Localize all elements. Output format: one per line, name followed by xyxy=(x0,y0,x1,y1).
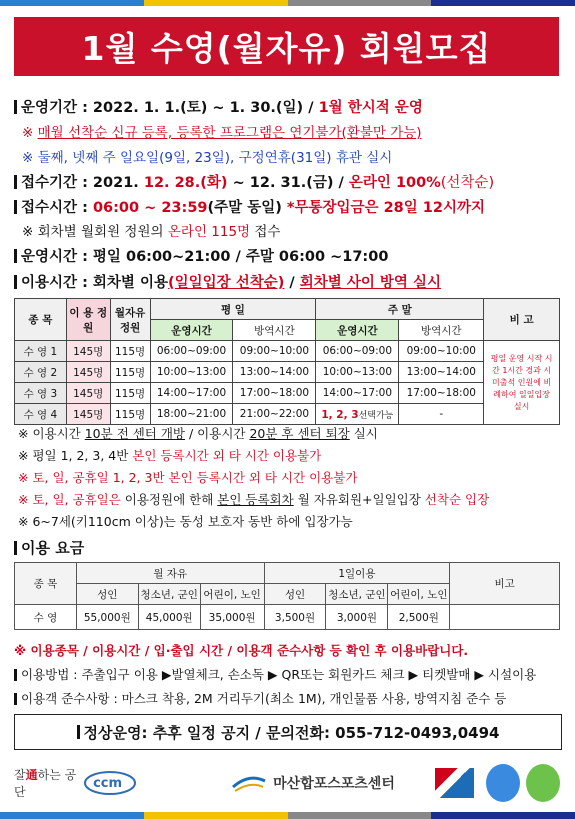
header-weekday: 평 일 xyxy=(150,299,316,320)
header-we-op: 운영시간 xyxy=(316,320,399,341)
header-remark: 비 고 xyxy=(484,299,560,341)
table-row: 수 영 2 145명 115명 10:00~13:00 13:00~14:00 10:00~13:00 13:00~14:00 xyxy=(15,362,560,383)
reception-time: 접수시간 : 06:00 ~ 23:59(주말 동일) *무통장입금은 28일 12시까지 xyxy=(14,196,485,217)
period-note-2: ※ 둘째, 넷째 주 일요일(9일, 23일), 구정연휴(31일) 휴관 실시 xyxy=(22,150,393,166)
top-color-bar xyxy=(0,0,575,6)
mascot-blue-icon xyxy=(486,764,520,802)
center-logo: 마산합포스포츠센터 xyxy=(231,773,428,793)
remark-cell: 평일 운영 시작 시간 1시간 경과 시 미출석 인원에 비례하여 일일입장 실시 xyxy=(484,341,560,425)
reception-note: ※ 회차별 월회원 정원의 온라인 115명 접수 xyxy=(22,224,281,240)
fees-section-title: 이용 요금 xyxy=(14,537,84,558)
note-1: ※ 이용시간 10분 전 센터 개방 / 이용시간 20분 후 센터 퇴장 실시 xyxy=(18,426,378,441)
note-2: ※ 평일 1, 2, 3, 4반 본인 등록시간 외 타 시간 이용불가 xyxy=(18,448,322,463)
flag-icon xyxy=(435,768,474,798)
header-capacity: 이 용 정 원 xyxy=(66,299,110,341)
note-3: ※ 토, 일, 공휴일 1, 2, 3반 본인 등록시간 외 타 시간 이용불가 xyxy=(18,470,358,485)
fees-header-daily: 1일이용 xyxy=(264,563,450,584)
rules-line: 이용객 준수사항 : 마스크 착용, 2M 거리두기(최소 1M), 개인물품 사용, 방역지침 준수 등 xyxy=(14,689,506,707)
slogan-logo: 잘通하는 공단 xyxy=(14,768,77,799)
logo-strip xyxy=(14,760,560,806)
ccm-logo: ccm xyxy=(83,770,172,796)
mascots xyxy=(486,764,560,802)
method-line: 이용방법 : 주출입구 이용 ▶발열체크, 손소독 ▶ QR또는 회원카드 체크 ▶ 티켓발매 ▶ 시설이용 xyxy=(14,665,536,683)
header-wd-op: 운영시간 xyxy=(150,320,233,341)
header-wd-quarantine: 방역시간 xyxy=(233,320,316,341)
period-note-1: ※ 매월 선착순 신규 등록, 등록한 프로그램은 연기불가(환불만 가능) xyxy=(22,125,422,141)
fees-table: 종 목 월 자유 1일이용 비고 성인 청소년, 군인 어린이, 노인 성인 청소년, 군인 어린이, 노인 수 영 55,000원 45,000원 35,000원 3,500원 3,000원 2,500원 xyxy=(14,562,560,630)
table-row: 수 영 3 145명 115명 14:00~17:00 17:00~18:00 14:00~17:00 17:00~18:00 xyxy=(15,383,560,404)
note-5: ※ 6~7세(키110cm 이상)는 동성 보호자 동반 하에 입장가능 xyxy=(18,514,353,529)
fees-header-monthly: 월 자유 xyxy=(76,563,264,584)
notice-line: ※ 이용종목 / 이용시간 / 입·출입 시간 / 이용객 준수사항 등 확인 후 이용바랍니다. xyxy=(14,643,469,658)
schedule-table xyxy=(14,298,560,425)
fees-header-item: 종 목 xyxy=(15,563,77,605)
use-time: 이용시간 : 회차별 이용(일일입장 선착순) / 회차별 사이 방역 실시 xyxy=(14,271,441,292)
header-we-quarantine: 방역시간 xyxy=(399,320,484,341)
table-row: 수 영 55,000원 45,000원 35,000원 3,500원 3,000원 2,500원 xyxy=(15,605,560,630)
operation-period: 운영기간 : 2022. 1. 1.(토) ~ 1. 30.(일) / 1월 한시적 운영 xyxy=(14,96,423,117)
fees-header-remark: 비고 xyxy=(450,563,560,605)
bottom-color-bar xyxy=(0,812,575,819)
reception-period: 접수기간 : 2021. 12. 28.(화) ~ 12. 31.(금) / 온라인 100%(선착순) xyxy=(14,171,494,192)
mascot-green-icon xyxy=(526,764,560,802)
table-row: 수 영 1 145명 115명 06:00~09:00 09:00~10:00 06:00~09:00 09:00~10:00 평일 운영 시작 시간 1시간 경과 시 미출석 인원에 비례하여 일일입장 실시 xyxy=(15,341,560,362)
header-item: 종 목 xyxy=(15,299,67,341)
page-title: 1월 수영(월자유) 회원모집 xyxy=(14,17,559,76)
operation-time: 운영시간 : 평일 06:00~21:00 / 주말 06:00 ~17:00 xyxy=(14,245,388,266)
contact-box: 정상운영: 추후 일정 공지 / 문의전화: 055-712-0493,0494 xyxy=(14,714,562,750)
swoosh-icon xyxy=(231,773,267,793)
table-row: 수 영 4 145명 115명 18:00~21:00 21:00~22:00 1, 2, 3선택가능 - xyxy=(15,404,560,425)
header-weekend: 주 말 xyxy=(316,299,484,320)
note-4: ※ 토, 일, 공휴일은 이용정원에 한해 본인 등록회차 월 자유회원+일일입장 선착순 입장 xyxy=(18,492,490,507)
header-free-capacity: 월자유 정원 xyxy=(110,299,150,341)
